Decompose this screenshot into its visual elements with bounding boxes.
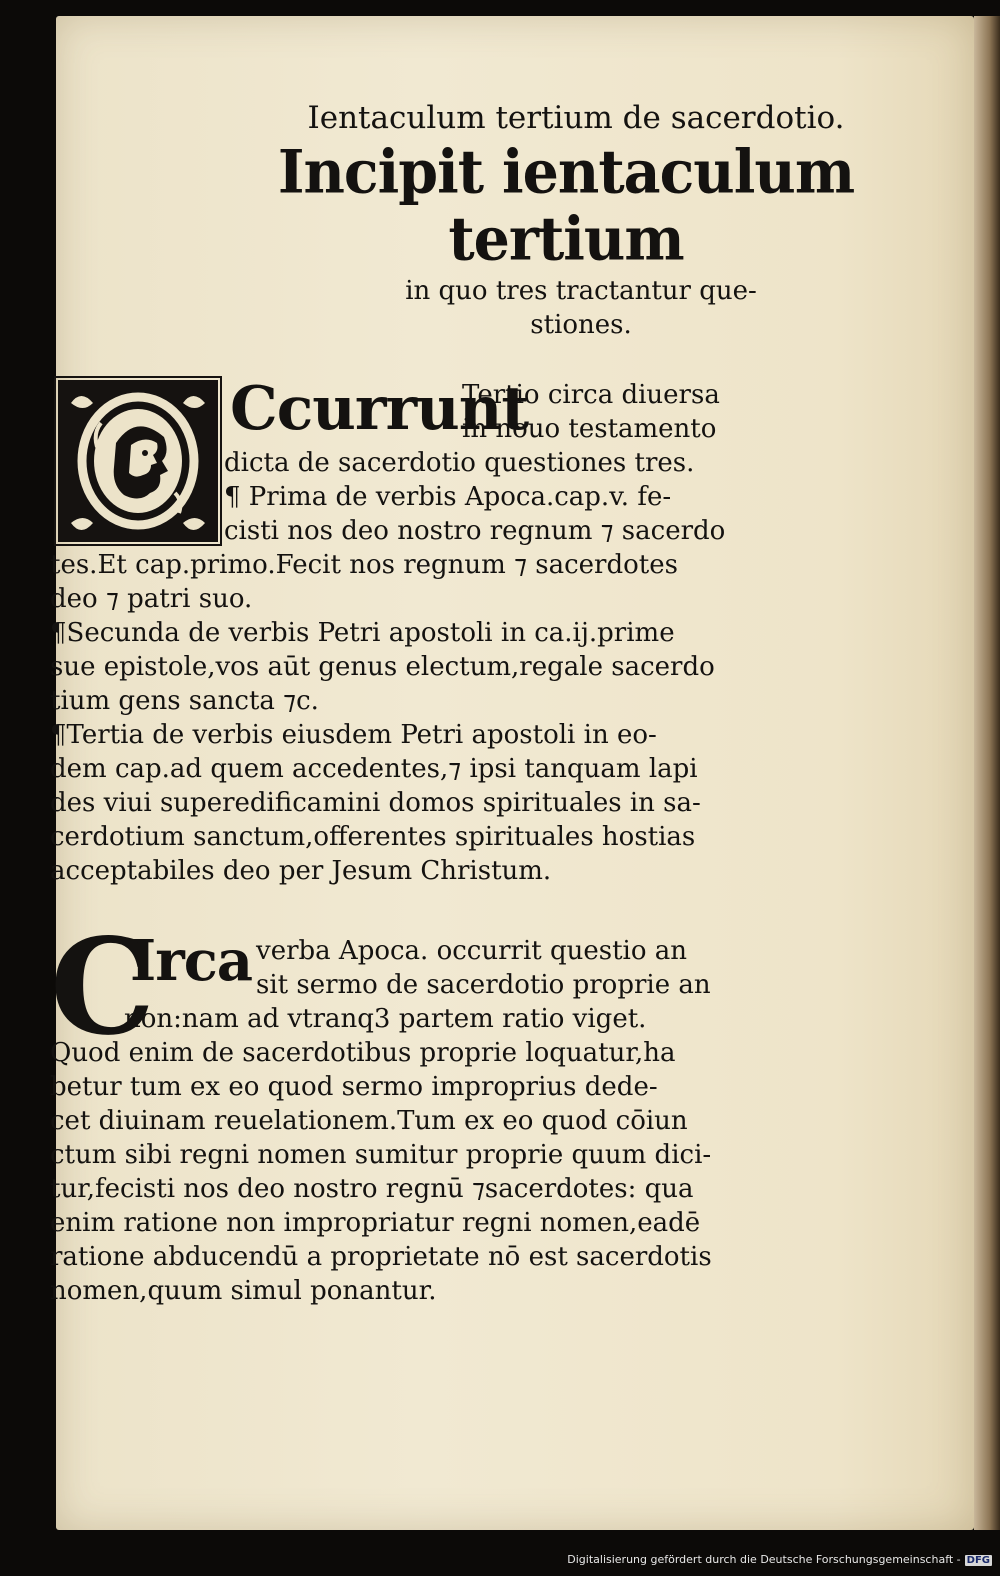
text-line: tur,fecisti nos deo nostro regnū ⁊sacerdotes: qua [50,1174,694,1204]
text-line: ¶ Prima de verbis Apoca.cap.v. fe- [224,482,672,512]
text-line: tium gens sancta ⁊c. [50,686,319,716]
text-line: cisti nos deo nostro regnum ⁊ sacerdo [224,516,726,546]
text-line: ¶Tertia de verbis eiusdem Petri apostoli in eo- [50,720,657,750]
subtitle-line: stiones. [530,310,632,340]
section-opening-word: Irca [130,928,253,994]
ornamental-initial-o-portrait-icon [58,380,218,542]
text-line: Quod enim de sacerdotibus proprie loquatur,ha [50,1038,676,1068]
text-line: dicta de sacerdotio questiones tres. [224,448,695,478]
text-line: acceptabiles deo per Jesum Christum. [50,856,552,886]
text-line: cet diuinam reuelationem.Tum ex eo quod cōiun [50,1106,688,1136]
text-line: ctum sibi regni nomen sumitur proprie quum dici- [50,1140,712,1170]
text-line: sue epistole,vos aūt genus electum,regale sacerdo [50,652,715,682]
text-line: sit sermo de sacerdotio proprie an [256,970,711,1000]
subtitle-line: in quo tres tractantur que- [405,276,757,306]
section-initial-letter: C [50,910,156,1065]
subtitle [226,274,936,342]
text-line: ratione abducendū a proprietate nō est sacerdotis [50,1242,712,1272]
text-line: verba Apoca. occurrit questio an [256,936,688,966]
text-line: dem cap.ad quem accedentes,⁊ ipsi tanquam lapi [50,754,698,784]
book-spine-edge [974,16,1000,1530]
section-questions [50,374,936,894]
text-line: des viui superedificamini domos spirituales in sa- [50,788,701,818]
text-line: deo ⁊ patri suo. [50,584,253,614]
text-line: Tertio circa diuersa [462,380,720,410]
dfg-logo-icon: DFG [966,1555,990,1566]
text-line: in nouo testamento [462,414,717,444]
text-line: non:nam ad vtranq3 partem ratio viget. [124,1004,647,1034]
text-block [50,100,936,1338]
text-line: cerdotium sanctum,offerentes spirituales hostias [50,822,696,852]
text-line: tes.Et cap.primo.Fecit nos regnum ⁊ sacerdotes [50,550,678,580]
funding-footer-text: Digitalisierung gefördert durch die Deutsche Forschungsgemeinschaft - [567,1553,961,1566]
funding-footer [567,1553,992,1566]
section-opening-word: Ccurrunt [230,374,529,444]
text-line: nomen,quum simul ponantur. [50,1276,437,1306]
text-line: betur tum ex eo quod sermo improprius dede- [50,1072,658,1102]
text-line: enim ratione non impropriatur regni nomen,eadē [50,1208,701,1238]
incipit-heading: Incipit ientaculum tertium [277,136,855,275]
running-title: Ientaculum tertium de sacerdotio. [307,100,845,136]
section-first-question [50,910,936,1338]
text-line: ¶Secunda de verbis Petri apostoli in ca.ij.prime [50,618,675,648]
